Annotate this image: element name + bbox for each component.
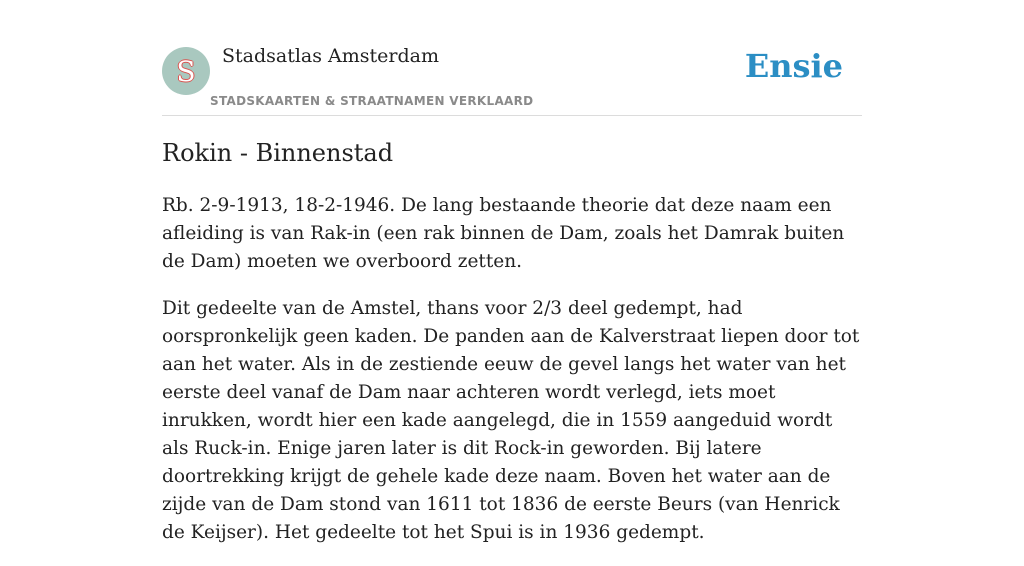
source-subtitle: STADSKAARTEN & STRAATNAMEN VERKLAARD bbox=[210, 94, 534, 108]
entry-body bbox=[162, 192, 862, 566]
ensie-logo-link[interactable]: Ensie bbox=[744, 47, 843, 85]
source-avatar[interactable] bbox=[162, 47, 210, 95]
entry-paragraph: Rb. 2-9-1913, 18-2-1946. De lang bestaande theorie dat deze naam een afleiding is van Rak-in (een rak binnen de Dam, zoals het Damrak buiten de Dam) moeten we overboord zetten. bbox=[162, 195, 845, 272]
source-title[interactable]: Stadsatlas Amsterdam bbox=[222, 45, 440, 67]
content-container bbox=[162, 0, 862, 543]
entry-paragraph: Dit gedeelte van de Amstel, thans voor 2/3 deel gedempt, had oorspronkelijk geen kaden. De panden aan de Kalverstraat liepen door tot aan het water. Als in de zestiende eeuw de gevel langs het water van het eerste deel vanaf de Dam naar achteren wordt verlegd, iets moet inrukken, wordt hier een kade aangelegd, die in 1559 aangeduid wordt als Ruck-in. Enige jaren later is dit Rock-in geworden. Bij latere doortrekking krijgt de gehele kade deze naam. Boven het water aan de zijde van de Dam stond van 1611 tot 1836 de eerste Beurs (van Henrick de Keijser). Het gedeelte tot het Spui is in 1936 gedempt. bbox=[162, 298, 860, 543]
avatar-letter: S bbox=[176, 54, 196, 88]
entry-title: Rokin - Binnenstad bbox=[162, 139, 394, 167]
source-header bbox=[162, 0, 862, 116]
